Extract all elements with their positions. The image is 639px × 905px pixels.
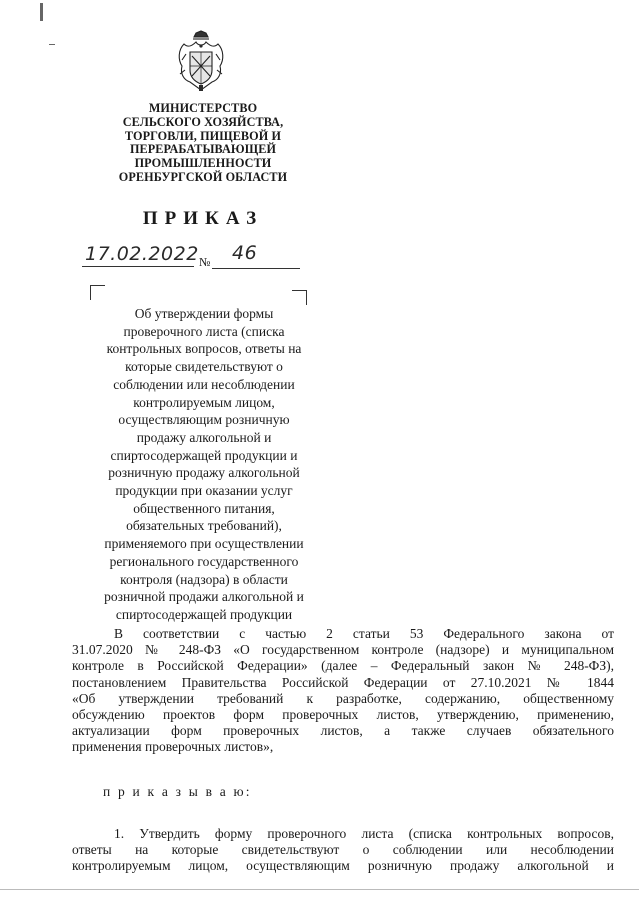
document-type-title: ПРИКАЗ: [142, 208, 264, 229]
ministry-line: СЕЛЬСКОГО ХОЗЯЙСТВА,: [122, 114, 284, 129]
handwritten-number: 46: [232, 242, 258, 264]
preamble-line: постановлением Правительства Российской Федерации от 27.10.2021 № 1844: [72, 674, 614, 690]
preamble-line: актуализации форм проверочных листов, а также случаев обязательного: [72, 723, 614, 739]
subject-line: Об утверждении формы: [134, 306, 274, 321]
subject-line: обязательных требований),: [126, 518, 282, 534]
date-underline: [82, 266, 194, 267]
clause-line: ответы на которые свидетельствуют о соблюдении или несоблюдении: [72, 842, 614, 858]
number-underline: [212, 268, 300, 269]
handwritten-date: 17.02.2022: [85, 243, 199, 265]
subject-line: применяемого при осуществлении: [104, 536, 304, 552]
subject-line: спиртосодержащей продукции: [115, 606, 293, 622]
subject-line: спиртосодержащей продукции и: [110, 447, 298, 463]
ministry-line: ОРЕНБУРГСКОЙ ОБЛАСТИ: [118, 169, 288, 184]
subject-line: контролируемым лицом,: [133, 394, 275, 410]
subject-line: которые свидетельствуют о: [125, 359, 283, 375]
scan-mark-left: [49, 44, 55, 45]
ministry-name: [108, 102, 298, 185]
preamble-line: применения проверочных листов»,: [72, 739, 274, 755]
subject-line: продукции при оказании услуг: [115, 483, 293, 499]
subject-line: соблюдении или несоблюдении: [113, 376, 295, 392]
document-subject: [86, 305, 322, 624]
scan-edge-bottom: [0, 889, 639, 890]
subject-line: контроля (надзора) в области: [120, 571, 288, 587]
subject-line: контрольных вопросов, ответы на: [106, 341, 302, 357]
preamble-line: «Об утверждении требований к разработке, содержанию, общественному: [72, 690, 614, 706]
ministry-line: ПРОМЫШЛЕННОСТИ: [134, 156, 272, 171]
subject-line: розничной продажи алкогольной и: [104, 589, 304, 605]
clause-line: 1. Утвердить форму проверочного листа (списка контрольных вопросов,: [114, 826, 614, 841]
coat-of-arms-emblem: [176, 30, 226, 94]
preamble-line: 31.07.2020 № 248-ФЗ «О государственном контроле (надзоре) и муниципальном: [72, 642, 614, 658]
clause-1-paragraph: [72, 826, 614, 875]
preamble-paragraph: [72, 626, 614, 756]
number-sign: №: [199, 255, 211, 269]
ministry-line: ТОРГОВЛИ, ПИЩЕВОЙ И: [124, 128, 282, 143]
clause-line: контролируемым лицом, осуществляющим розничную продажу алкогольной и: [72, 858, 614, 874]
preamble-line: контроле в Российской Федерации» (далее – Федеральный закон № 248-ФЗ),: [72, 658, 614, 674]
ministry-line: ПЕРЕРАБАТЫВАЮЩЕЙ: [129, 142, 277, 157]
subject-line: осуществляющим розничную: [118, 412, 290, 428]
preamble-line: В соответствии с частью 2 статьи 53 Федерального закона от: [114, 626, 614, 641]
ministry-line: МИНИСТЕРСТВО: [148, 101, 258, 115]
subject-line: регионального государственного: [109, 553, 299, 569]
subject-line: проверочного листа (списка: [123, 323, 285, 339]
subject-line: продажу алкогольной и: [136, 429, 272, 445]
subject-line: общественного питания,: [133, 500, 275, 516]
bracket-top-left: [90, 285, 105, 300]
scan-mark-top: [40, 3, 43, 21]
subject-line: розничную продажу алкогольной: [108, 465, 300, 481]
order-word: п р и к а з ы в а ю:: [103, 784, 252, 799]
preamble-line: обсуждению проектов форм проверочных листов, утверждению, применению,: [72, 707, 614, 723]
bracket-top-right: [292, 290, 307, 305]
